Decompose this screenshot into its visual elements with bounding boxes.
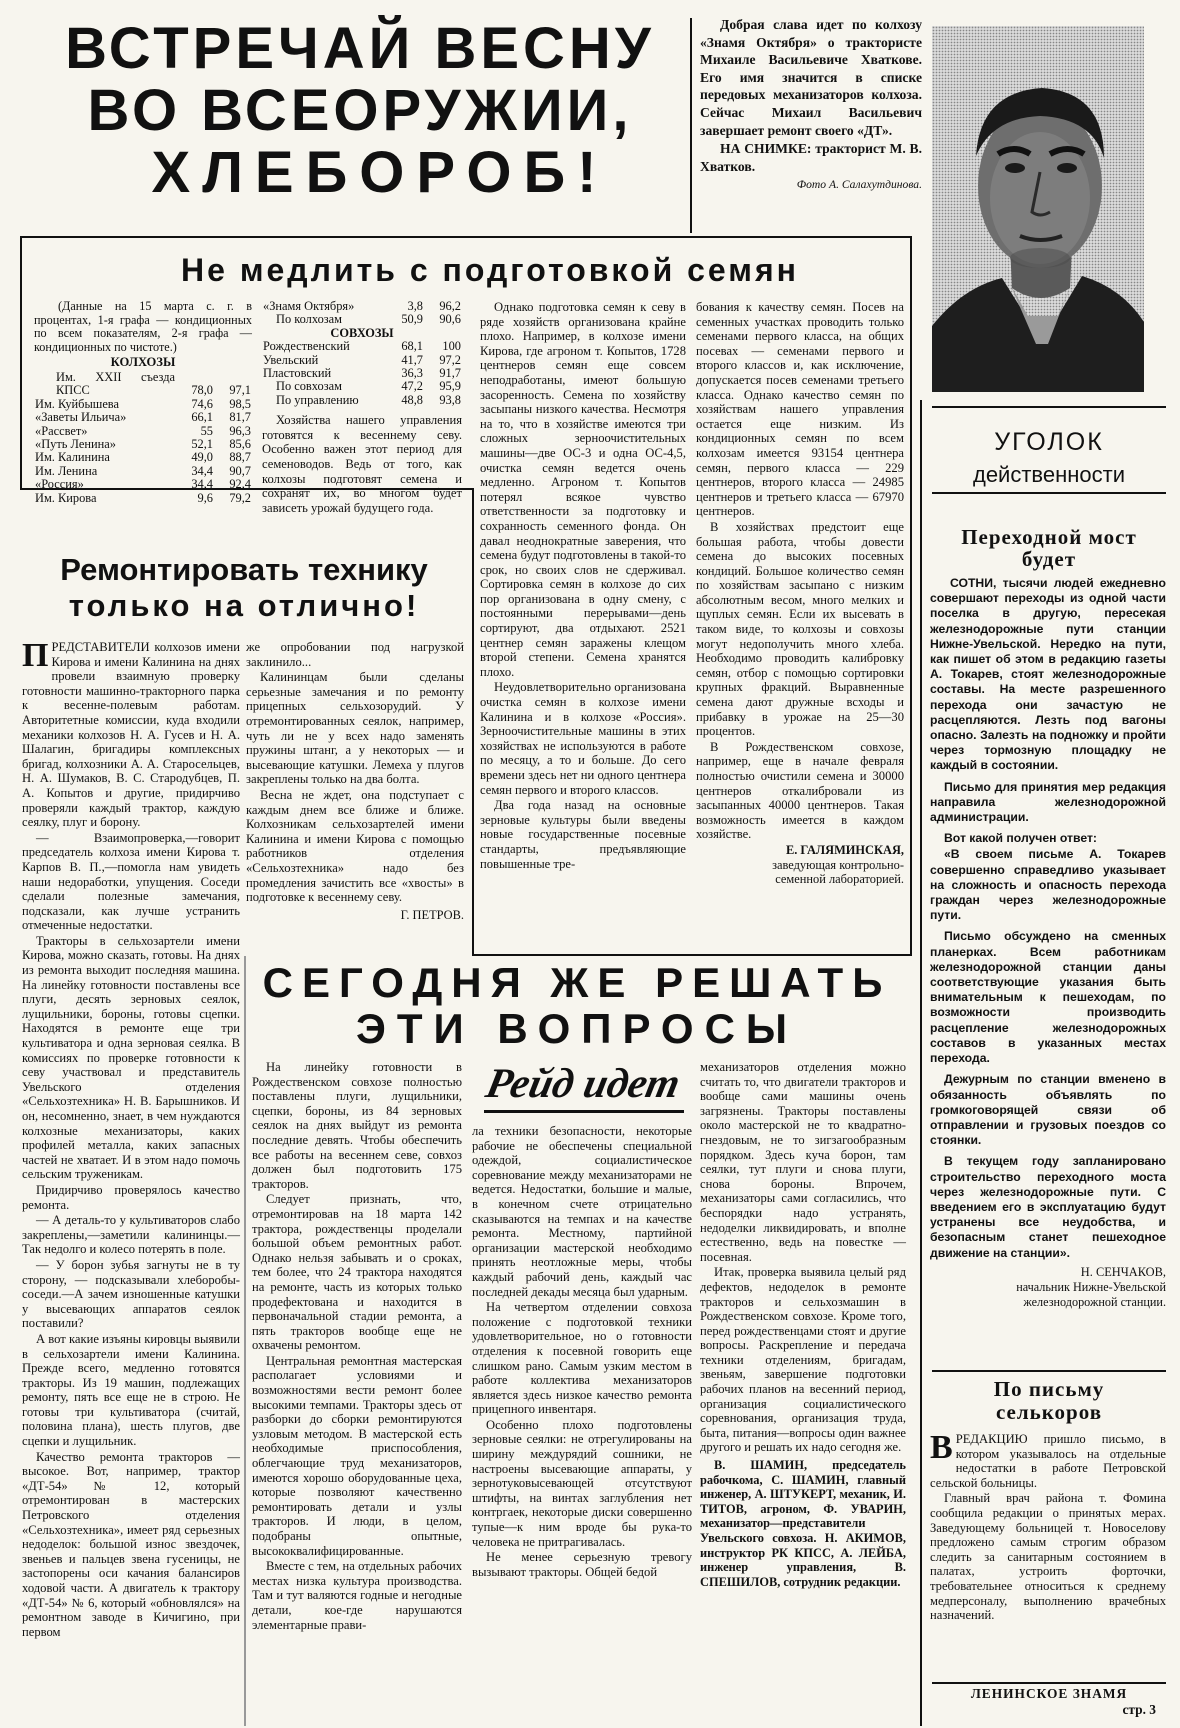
footer-page-number: стр. 3 (1122, 1702, 1156, 1717)
main-headline-line3: ХЛЕБОРОБ! (151, 140, 609, 205)
main-headline-line2: ВО ВСЕОРУЖИИ, (87, 78, 633, 143)
row-value-2: 90,6 (439, 312, 461, 327)
row-value-2: 85,6 (229, 437, 251, 451)
table-row (34, 451, 252, 464)
row-value-1: 47,2 (401, 379, 423, 394)
table-row (262, 380, 462, 393)
seeds-col3-para-3: Два года назад на основные зерновые культуры были введены новые государственные посевные стандарты, предъявляющие повышенные тре- (480, 798, 686, 871)
repair-dropcap: П (22, 637, 49, 674)
corner-para-4: «В своем письме А. Токарев совершенно справедливо указывает на сложность и опасность перехода граждан через железнодорожные пути. (930, 847, 1166, 923)
portrait-photo (932, 26, 1144, 392)
letter-para-2: Главный врач района т. Фомина сообщила редакции о принятых мерах. Заведующему больницей т. Новоселову предложено самым строгим образом следить за санитарным состоянием в палатах, устроить форточки, требовательнее относиться к среднему медперсоналу, выполнению врачебных назначений. (930, 1491, 1166, 1623)
raid-headline (246, 960, 908, 1052)
repair-para-1-text: РЕДСТАВИТЕЛИ колхозов имени Кирова и имени Калинина на днях провели взаимную проверку готовности машинно-тракторного парка к весенне-полевым работам. Авторитетные комиссии, куда входили механики колхозов Н. А. Гусев и Н. А. Шалагин, бригадиры комплексных бригад, колхозники А. А. Старосельцев, Н. А. Шумаков, В. С. Стародубцев, П. А. Копытов и другие, придирчиво проверяли каждый трактор, каждую сеялку, плуг и борону. (22, 640, 240, 830)
seeds-col3-para-2: Неудовлетворительно организована очистка семян в колхозе имени Калинина и в колхозе «Россия». Зерноочистительные машины в этих хозяйствах не используются в работе по месяцу, а то и больше. До сего времени здесь нет ни одного центнера семян первого и второго классов. (480, 680, 686, 797)
corner-title-block (932, 406, 1166, 510)
row-value-2: 93,8 (439, 392, 461, 407)
corner-body (930, 576, 1166, 1366)
raid-col1-para-4: Вместе с тем, на отдельных рабочих местах низка культура производства. Там и тут валяются годные и негодные детали, кое-где нарушаются элементарные прави- (252, 1559, 462, 1632)
repair-para-6: — У борон зубья загнуты не в ту сторону, — подсказывали хлеборобы-соседи.—А зачем изношенные катушки у высевающих аппаратов сеялок поставили? (22, 1257, 240, 1331)
repair-headline-line2: только на отлично! (68, 588, 420, 623)
repair-para-4: Придирчиво проверялось качество ремонта. (22, 1182, 240, 1212)
repair-para-3: Тракторы в сельхозартели имени Кирова, можно сказать, готовы. На днях из ремонта выходит последняя машина. На линейку готовности поставлены все плуги, десять зерновых сеялок, лущильники, бороны, готовы сцепки. Находятся в ремонте еще три культиватора и одна зерновая сеялка. В комиссиях по проверке готовности к севу участвовал и представитель Увельского отделения «Сельхозтехника» Н. В. Барышников. И он, несомненно, знает, в чем нуждаются колхозные механизаторы, каких профилей металла, каких запасных частей не хватает. И в этом надо помочь сельским труженикам. (22, 933, 240, 1182)
row-name: Им. Куйбышева (35, 396, 119, 411)
raid-col2-para-1: ла техники безопасности, некоторые рабочие не обеспечены специальной одеждой, социалистическое соревнование между механизаторами не ведется. Недостатки, большие и малые, в конечном счете отрицательно сказываются на темпах и на качестве ремонта. Местному, партийной организации мастерской необходимо принять неотложные меры, чтобы каждый рабочий день, каждый час последней декады месяца был ударным. (472, 1124, 692, 1299)
row-name: Рождественский (263, 339, 350, 354)
row-value-2: 79,2 (229, 490, 251, 505)
repair-col2-para-2: Калининцам были сделаны серьезные замечания и по ремонту прицепных сельхозорудий. У отремонтированных сеялок, например, чуть ли не у всех надо заменять пружины штанг, а у некоторых — и высевающие катушки. Лемеха у плугов закреплены только на два болта. (246, 670, 464, 787)
raid-col2-para-2: На четвертом отделении совхоза положение с подготовкой техники удовлетворительное, но о готовности отделения к посевной говорить еще слишком рано. Самым узким местом в работе коллектива механизаторов является здесь низкое качество ремонта прицепного инвентаря. (472, 1300, 692, 1417)
photo-caption-label: НА СНИМКЕ: тракторист М. В. Хватков. (700, 141, 922, 174)
row-value-1: 50,9 (401, 312, 423, 327)
seeds-summary-table (262, 300, 462, 407)
row-value-1: 41,7 (401, 352, 423, 367)
repair-headline (22, 552, 466, 624)
repair-signature: Г. ПЕТРОВ. (400, 907, 464, 922)
seeds-headline: Не медлить с подготовкой семян (181, 252, 799, 288)
row-value-1: 9,6 (197, 490, 213, 505)
repair-col2-para-3: Весна не ждет, она подступает с каждым днем все ближе и ближе. Колхозникам сельхозартелей имени Калинина и имени Кирова с помощью работников отделения «Сельхозтехника» надо без промедления зачистить все «хвосты» в подготовке к весеннему севу. (246, 787, 464, 905)
row-name: Им. Ленина (35, 463, 98, 478)
raid-divider (244, 956, 246, 1726)
raid-col1-para-1: На линейку готовности в Рождественском совхозе полностью поставлены плуги, лущильники, сцепки, бороны, из 84 зерновых сеялок на днях выйдут из ремонта последние девять. Чтобы обеспечить все работы на весеннем севе, совхоз должен был подготовить 175 тракторов. (252, 1060, 462, 1191)
seeds-box-bottom (472, 954, 912, 956)
letter-para-1 (930, 1429, 1166, 1490)
row-name: «Россия» (35, 477, 84, 492)
row-name: «Знамя Октября» (263, 299, 355, 313)
kolkhozy-table (34, 371, 252, 505)
raid-col1-para-2: Следует признать, что, отремонтировав на 18 марта 142 трактора, рождественцы проделали большой объем ремонтных работ. Однако нельзя забывать и о сроках, тем более, что 24 трактора находятся на ремонте, часть из которых только продефектована и находится в первоначальной стадии ремонта, а пять тракторов вообще еще не охвачены ремонтом. (252, 1192, 462, 1353)
corner-signature-title: начальник Нижне-Увельской железнодорожной станции. (1016, 1279, 1166, 1310)
portrait-image (932, 26, 1144, 392)
row-name: Им. Калинина (35, 450, 110, 465)
seeds-col4-para-3: В Рождественском совхозе, например, еще в начале февраля полностью очистили семена и 30000 центнеров откалибровали из засыпанных 40000 центнеров. Такая возможность имеется в каждом хозяйстве. (696, 739, 904, 842)
row-name: Увельский (263, 352, 319, 367)
seeds-column-2 (262, 299, 462, 515)
row-name: Им. XXII съезда КПСС (56, 369, 175, 398)
row-value-2: 97,2 (439, 352, 461, 367)
seeds-col4-para-1: бования к качеству семян. Посев на семенных участках проводить только семенами первого класса, на общих посевах — семенами первого и второго классов и, как исключение, допускается посев семенами третьего класса. Однако качество семян по хозяйствам нашего управления остается еще низким. Из кондиционных семян по всем колхозам имеется 93154 центнера семян, первого класса — 229 центнеров, второго класса — 24985 центнеров и третьего класса — 67970 центнеров. (696, 300, 904, 519)
footer (932, 1686, 1166, 1718)
table-row (262, 340, 462, 353)
raid-rubric (474, 1058, 692, 1118)
row-value-1: 66,1 (191, 410, 213, 425)
seeds-intro: (Данные на 15 марта с. г. в процентах, 1-я графа — кондиционных по всем показателям, 2-я графа — кондиционных по чистоте.) (34, 299, 252, 354)
table-row (34, 438, 252, 451)
seeds-col3-para-1: Однако подготовка семян к севу в ряде хозяйств организована крайне плохо. Например, в колхозе имени Кирова, где агроном т. Копытов, 1728 центнеров семян еще совсем неподработаны, имеют большую засоренность. Семена по хозяйству засыпаны низкого качества. Несмотря на то, что в хозяйстве имеются три сложных зерноочистительных машины—две ОС-3 и одна ОС-4,5, очистка семян ведется очень медленно. Агроном т. Копытов потерял всякое чувство ответственности за подготовку и сохранность семенного фонда. Он давал неоднократные заверения, что семена будут подготовлены в такой-то срок, но своих слов не сдерживал. Сортировка семян в колхозе до сих пор организована в одну смену, с постоянными перерывами—день сортируют, два отдыхают. 2521 центнер семян заражены клещом второй степени. Семена хранятся плохо. (480, 300, 686, 679)
seeds-box-inner-left (472, 488, 474, 956)
row-name: По колхозам (276, 312, 342, 327)
table-row (34, 465, 252, 478)
row-value-1: 55 (200, 423, 213, 438)
corner-title-2: действенности (972, 462, 1125, 487)
seeds-box-left (20, 236, 22, 490)
row-name: Пластовский (263, 366, 332, 381)
photo-caption-text: Добрая слава идет по колхозу «Знамя Октября» о трактористе Михаиле Васильевиче Хваткове. Его имя значится в списке передовых механизаторов колхоза. Сейчас Михаил Васильевич завершает ремонт своего «ДТ». (700, 17, 922, 138)
raid-col2-para-4: Не менее серьезную тревогу вызывают тракторы. Общей бедой (472, 1550, 692, 1579)
raid-col3-para-1: механизаторов отделения можно считать то, что двигатели тракторов и вообще сами машины очень загрязнены. Тракторы поставлены около мастерской не то квадратно-гнездовым, не то зигзагообразным порядком. Здесь куча борон, там сеялки, тут плуги и снова плуги, снова бороны. Впрочем, механизаторы сами согласились, что беспорядки надо устранять, недоделки ликвидировать, и вполне естественно, ведь на повестке — посевная. (700, 1060, 906, 1264)
table-row (34, 478, 252, 491)
letter-rule-top (932, 1370, 1166, 1372)
corner-title-rule-top (932, 406, 1166, 408)
corner-para-6: Дежурным по станции вменено в обязанность объявлять по громкоговорящей связи об отправлении и грузовых поездов со стоянки. (930, 1072, 1166, 1148)
table-row (34, 425, 252, 438)
repair-para-8: Качество ремонта тракторов — высокое. Вот, например, трактор «ДТ-54» № 12, который отремонтирован в мастерских Петровского отделения «Сельхозтехника», имеет ряд серьезных недоделок: большой износ звездочек, звеньев и пальцев звена гусеницы, не застопорены оси качания балансиров ходовой части. А двигатель к трактору «ДТ-54» № 6, который «обновлялся» на ремонтном заводе в Кичигино, при первом (22, 1449, 240, 1639)
raid-rubric-text: Рейд идет (481, 1061, 685, 1107)
corner-para-1: СОТНИ, тысячи людей ежедневно совершают переходы из одной части поселка в другую, пересекая железнодорожные пути станции Нижне-Увельской. Нередко на пути, как пишет об этом в редакцию газеты А. Токарев, стоят железнодорожные составы. На месте разрешенного перехода они зачастую не расцепляются. Лезть под вагоны опасно. Залезть на подножку и пройти через тормозную площадку не каждый в состоянии. (930, 576, 1166, 773)
row-value-2: 96,3 (229, 423, 251, 438)
table-row (262, 394, 462, 407)
corner-para-2: Письмо для принятия мер редакция направила железнодорожной администрации. (930, 779, 1166, 825)
corner-signature: Н. СЕНЧАКОВ, (1080, 1264, 1166, 1279)
raid-rubric-underline (484, 1110, 684, 1113)
row-name: По совхозам (276, 379, 342, 394)
row-value-1: 52,1 (191, 437, 213, 451)
table-row (34, 371, 252, 398)
repair-column-2 (246, 640, 464, 940)
table-row (262, 327, 462, 340)
corner-para-3: Вот какой получен ответ: (944, 831, 1097, 846)
seeds-column-1 (34, 299, 252, 505)
row-value-2: 81,7 (229, 410, 251, 425)
row-value-1: 34,4 (191, 477, 213, 492)
row-name: «Рассвет» (35, 423, 88, 438)
letter-headline-line1: По письму (993, 1377, 1105, 1401)
row-value-1: 36,3 (401, 366, 423, 381)
photo-caption (700, 16, 922, 241)
row-value-2: 92,4 (229, 477, 251, 492)
row-value-1: 34,4 (191, 463, 213, 478)
row-value-2: 97,1 (229, 383, 251, 398)
main-headline (40, 18, 680, 204)
repair-para-5: — А деталь-то у культиваторов слабо закреплены,—заметили калининцы.—Так недолго и колесо потерять в поле. (22, 1213, 240, 1257)
row-value-1: 78,0 (191, 383, 213, 398)
photo-credit: Фото А. Салахутдинова. (796, 178, 922, 192)
corner-subhead: Переходной мост будет (961, 525, 1137, 571)
row-value-1: 48,8 (401, 392, 423, 407)
table-row (34, 411, 252, 424)
letter-body (930, 1429, 1166, 1672)
repair-para-2: — Взаимопроверка,—говорит председатель колхоза имени Кирова т. Карпов В. П.,—помогла нам увидеть наши недоработки, упущения. Соседи сделали полезные замечания, подсказали, как лучше устранить отмеченные недостатки. (22, 830, 240, 933)
footer-paper-name: ЛЕНИНСКОЕ ЗНАМЯ (970, 1686, 1128, 1701)
raid-column-3 (700, 1060, 906, 1720)
table-row (34, 398, 252, 411)
row-value-2: 96,2 (439, 299, 461, 313)
kolkhozy-title: КОЛХОЗЫ (110, 355, 176, 370)
letter-dropcap: В (930, 1429, 953, 1466)
footer-rule (932, 1682, 1166, 1684)
table-row (262, 313, 462, 326)
row-value-1: 74,6 (191, 396, 213, 411)
caption-divider (690, 18, 692, 233)
corner-title-rule-bottom (932, 492, 1166, 494)
table-row (262, 354, 462, 367)
raid-col3-para-2: Итак, проверка выявила целый ряд дефектов, недоделок в ремонте тракторов и сельхозмашин в Рождественском совхозе. Кроме того, перед рождественцами стоят и другие вопросы. Раскрепление и передача техники отделениям, бригадам, звеньям, завершение подготовки рабочих планов на весенний период, организация социалистического соревнования, организация труда, быта, питания—вопросы один важнее другого и решать их надо сегодня же. (700, 1265, 906, 1455)
row-value-2: 91,7 (439, 366, 461, 381)
repair-headline-line1: Ремонтировать технику (60, 552, 428, 587)
seeds-box-top (20, 236, 912, 238)
letter-headline (932, 1378, 1166, 1424)
seeds-col2-text: Хозяйства нашего управления готовятся к весеннему севу. Особенно важен этот период для семеноводов. Ведь от того, как колхозы подготовят семена и сохранят их, во многом будет зависеть урожай будущего года. (262, 413, 462, 515)
repair-para-1 (22, 637, 240, 830)
row-value-1: 3,8 (407, 299, 423, 313)
row-name: «Путь Ленина» (35, 437, 116, 451)
row-value-2: 98,5 (229, 396, 251, 411)
repair-para-7: А вот какие изъяны кировцы выявили в сельхозартели имени Калинина. Прежде всего, медленно готовятся тракторы. Из 19 машин, подлежащих ремонту, пять все еще не в строю. Не готовы три культиватора (считай, половина плана), шесть плугов, две сцепки и лущильник. (22, 1331, 240, 1449)
letter-para-1-text: РЕДАКЦИЮ пришло письмо, в котором указывалось на отдельные недостатки в работе Петровской сельской больницы. (930, 1432, 1166, 1490)
seeds-col4-para-2: В хозяйствах предстоит еще большая работа, чтобы довести семена до высоких посевных кондиций. Большое количество семян по хозяйствам засыпано с низким абсолютным весом, много мелких и щуплых семян. Если их высевать в таком виде, то колхозы и совхозы могут недополучить много хлеба. Необходимо проводить калибровку семян, отбор с помощью сортировки крупных фракций. Выравненные семена дают дружные всходы и прибавку в урожае на 25—30 процентов. (696, 519, 904, 739)
table-row (262, 300, 462, 313)
raid-col1-para-3: Центральная ремонтная мастерская располагает условиями и возможностями вести ремонт более высокими темпами. Тракторы здесь от разборки до сборки ремонтируются узловым методом. В мастерской есть необходимые приспособления, облегчающие труд механизаторов, имеются хорошо оборудованные цеха, которые позволяют качественно ремонтировать детали и узлы тракторов. И люди, в целом, подобраны опытные, высококвалифицированные. (252, 1353, 462, 1558)
seeds-column-3 (480, 300, 686, 950)
corner-para-7: В текущем году запланировано строительство переходного моста через железнодорожные пути. С введением его в эксплуатацию будут устранены все неудобства, и безопасным станет пешеходное движение на станции». (930, 1154, 1166, 1260)
seeds-column-4 (696, 300, 904, 950)
row-value-2: 95,9 (439, 379, 461, 394)
row-name: «Заветы Ильича» (35, 410, 127, 425)
row-value-1: 49,0 (191, 450, 213, 465)
raid-signature: В. ШАМИН, председатель рабочкома, С. ШАМИН, главный инженер, А. ШТУКЕРТ, механик, И. ТИТОВ, агроном, Ф. УВАРИН, механизатор—представители Увельского совхоза. Н. АКИМОВ, инструктор РК КПСС, А. ЛЕЙБА, инженер управления, В. СПЕШИЛОВ, сотрудник редакции. (700, 1458, 906, 1589)
seeds-signature-title: заведующая контрольно-семенной лабораторией. (772, 857, 904, 887)
row-value-2: 100 (442, 339, 461, 354)
seeds-box-right (910, 236, 912, 956)
row-value-2: 88,7 (229, 450, 251, 465)
raid-column-1 (252, 1060, 462, 1720)
raid-headline-line2: ЭТИ ВОПРОСЫ (355, 1005, 799, 1052)
corner-title-1: УГОЛОК (994, 428, 1104, 456)
table-row (34, 492, 252, 505)
main-headline-line1: ВСТРЕЧАЙ ВЕСНУ (65, 16, 655, 81)
letter-headline-line2: селькоров (995, 1400, 1103, 1424)
raid-col2-para-3: Особенно плохо подготовлены зерновые сеялки: не отрегулированы на ширину междурядий сошники, не настроены высевающие аппараты, у зернотуковысевающей отсутствуют штифты, на винтах заглубления нет контргаек, некоторые диски совершенно тупые—к ним вроде бы рука-то человека не притрагивалась. (472, 1417, 692, 1549)
raid-column-2 (472, 1124, 692, 1720)
repair-col2-para-1: же опробовании под нагрузкой заклинило... (246, 640, 464, 669)
corner-para-5: Письмо обсуждено на сменных планерках. Всем работникам железнодорожной станции даны соответствующие указания быть внимательным к пешеходам, по возможности производить расцепление железнодорожных составов в указанных местах перехода. (930, 929, 1166, 1066)
repair-column-1 (22, 637, 240, 1720)
row-value-2: 90,7 (229, 463, 251, 478)
row-name: Им. Кирова (35, 490, 97, 505)
raid-headline-line1: СЕГОДНЯ ЖЕ РЕШАТЬ (262, 959, 892, 1006)
seeds-signature: Е. ГАЛЯМИНСКАЯ, (785, 842, 904, 857)
row-value-1: 68,1 (401, 339, 423, 354)
sovkhozy-title: СОВХОЗЫ (330, 325, 394, 340)
row-name: По управлению (276, 392, 359, 407)
table-row (262, 367, 462, 380)
right-column-divider (920, 400, 922, 1726)
